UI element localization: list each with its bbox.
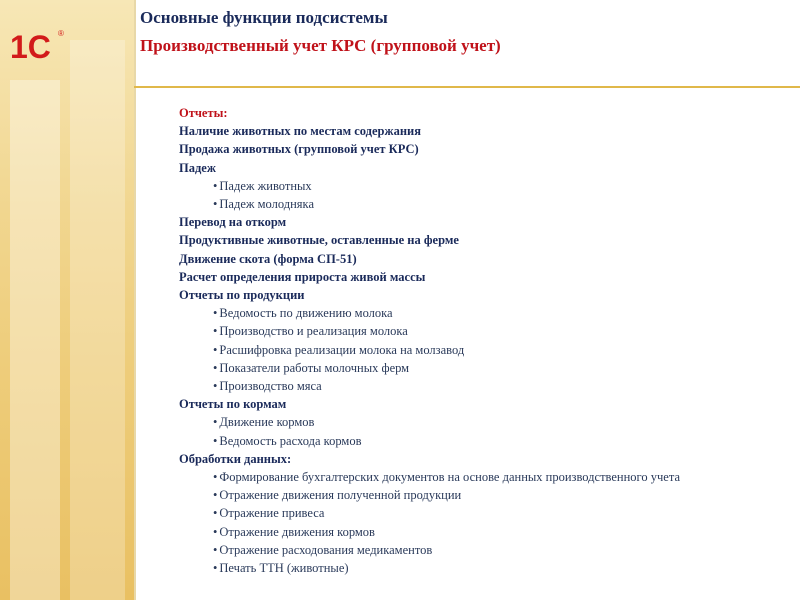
report-item: Перевод на откорм bbox=[179, 215, 287, 230]
list-item: • Движение кормов bbox=[179, 413, 779, 431]
header-divider bbox=[134, 86, 800, 88]
report-item: Отчеты по кормам bbox=[179, 397, 287, 412]
building-graphic bbox=[10, 80, 60, 600]
report-item: Продажа животных (групповой учет КРС) bbox=[179, 142, 419, 157]
1c-logo bbox=[8, 26, 68, 66]
sidebar-decor bbox=[0, 0, 134, 600]
registered-mark-icon: ® bbox=[58, 29, 64, 38]
list-item: • Отражение привеса bbox=[179, 504, 779, 522]
list-item: • Падеж животных bbox=[179, 177, 779, 195]
report-item: Продуктивные животные, оставленные на ферме bbox=[179, 233, 459, 248]
page-subtitle: Производственный учет КРС (групповой учет) bbox=[140, 36, 501, 55]
report-item: Падеж bbox=[179, 160, 216, 175]
list-item: • Производство и реализация молока bbox=[179, 322, 779, 340]
building-graphic bbox=[70, 40, 125, 600]
list-item: • Печать ТТН (животные) bbox=[179, 559, 779, 577]
function-list bbox=[179, 104, 779, 577]
list-item: • Производство мяса bbox=[179, 377, 779, 395]
report-item: Движение скота (форма СП-51) bbox=[179, 251, 357, 266]
logo-text: 1C bbox=[10, 29, 51, 65]
vertical-divider bbox=[134, 0, 136, 600]
list-item: • Отражение движения полученной продукции bbox=[179, 486, 779, 504]
report-item: Отчеты по продукции bbox=[179, 288, 305, 303]
list-item: • Ведомость по движению молока bbox=[179, 304, 779, 322]
list-item: • Формирование бухгалтерских документов на основе данных производственного учета bbox=[179, 468, 779, 486]
processing-heading: Обработки данных: bbox=[179, 451, 292, 466]
report-item: Наличие животных по местам содержания bbox=[179, 124, 421, 139]
list-item: • Падеж молодняка bbox=[179, 195, 779, 213]
report-item: Расчет определения прироста живой массы bbox=[179, 269, 426, 284]
list-item: • Отражение расходования медикаментов bbox=[179, 541, 779, 559]
list-item: • Расшифровка реализации молока на молзавод bbox=[179, 341, 779, 359]
page-title: Основные функции подсистемы bbox=[140, 8, 388, 27]
reports-heading: Отчеты: bbox=[179, 106, 228, 120]
list-item: • Отражение движения кормов bbox=[179, 523, 779, 541]
list-item: • Показатели работы молочных ферм bbox=[179, 359, 779, 377]
list-item: • Ведомость расхода кормов bbox=[179, 432, 779, 450]
